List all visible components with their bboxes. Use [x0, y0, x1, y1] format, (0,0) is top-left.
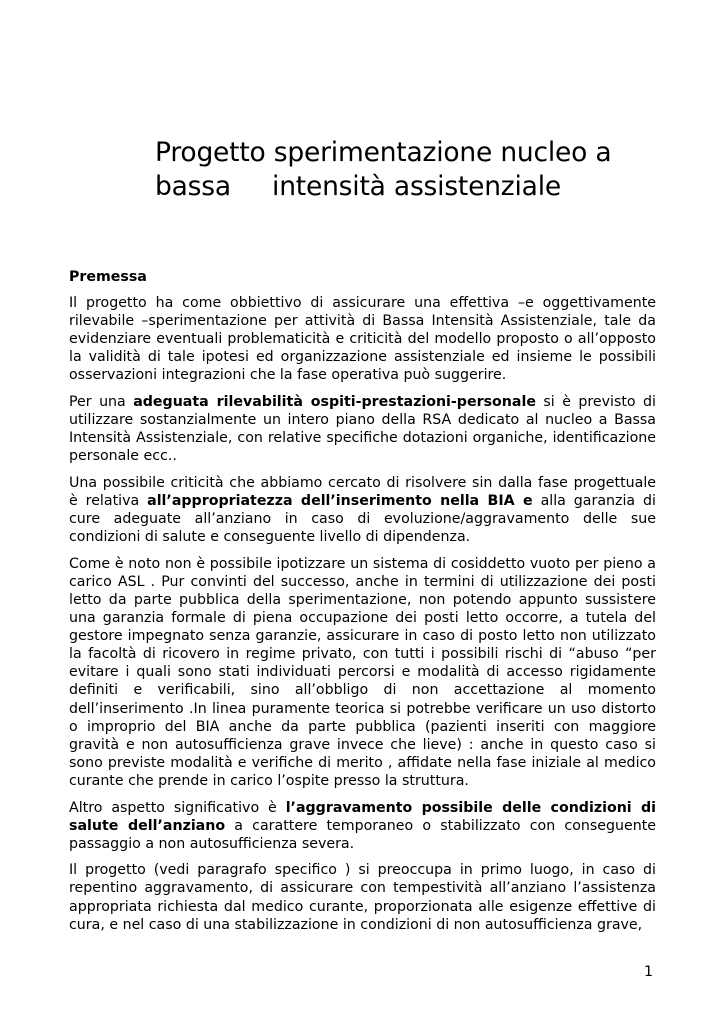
paragraph-4 [69, 555, 656, 790]
paragraph-3 [69, 474, 656, 546]
paragraph-5 [69, 799, 656, 853]
paragraph-3-text: Una possibile criticità che abbiamo cercato di risolvere sin dalla fase progettuale è relativa [69, 474, 656, 510]
title-line-2: bassa intensità assistenziale [155, 171, 561, 202]
paragraph-3-text-end: alla garanzia di cure adeguate all’anziano in caso di evoluzione/aggravamento delle sue condizioni di salute e conseguente livello di dipendenza. [69, 493, 656, 546]
paragraph-6 [69, 861, 656, 933]
title-line-1: Progetto sperimentazione nucleo a [155, 137, 612, 168]
paragraph-6-text: Il progetto (vedi paragrafo specifico ) si preoccupa in primo luogo, in caso di repentino aggravamento, di assicurare con tempestività all’anziano l’assistenza appropriata richiesta dal medico curante, proporzionata alle esigenze effettive di cura, e nel caso di una stabilizzazione in condizioni di non autosufficienza grave, [69, 862, 656, 933]
document-title [155, 136, 675, 204]
page-number: 1 [644, 964, 654, 980]
section-heading-premessa: Premessa [69, 269, 147, 285]
paragraph-2-text: Per una [69, 394, 134, 411]
paragraph-3-bold-text: all’appropriatezza dell’inserimento nella BIA e [147, 493, 533, 510]
paragraph-2-bold-text: adeguata rilevabilità ospiti-prestazioni-personale [133, 394, 536, 411]
paragraph-4-text: Come è noto non è possibile ipotizzare un sistema di cosiddetto vuoto per pieno a carico ASL . Pur convinti del successo, anche in termini di utilizzazione dei posti letto da parte pubblica della sperimentazione, non potendo appunto sussistere una garanzia formale di piena occupazione dei posti letto occorre, a tutela del gestore impegnato senza garanzie, assicurare in caso di posto letto non utilizzato la facoltà di ricovero in regime privato, con tutti i possibili rischi di “abuso “per evitare i quali sono stati individuati percorsi e modalità di accesso rigidamente definiti e verificabili, sino all’obbligo di non accettazione al momento dell’inserimento .In linea puramente teorica si potrebbe verificare un uso distorto o improprio del BIA anche da parte pubblica (pazienti inseriti con maggiore gravità e non autosufficienza grave invece che lieve) : anche in questo caso si sono previste modalità e verifiche di merito , affidate nella fase iniziale al medico curante che prende in carico l’ospite presso la struttura. [69, 555, 656, 789]
paragraph-1 [69, 294, 656, 384]
paragraph-5-text: Altro aspetto significativo è [69, 799, 286, 816]
document-body [69, 268, 656, 934]
paragraph-1-text: Il progetto ha come obbiettivo di assicurare una effettiva –e oggettivamente rilevabile –sperimentazione per attività di Bassa Intensità Assistenziale, tale da evidenziare eventuali problematicità e criticità del modello proposto o all’opposto la validità di tale ipotesi ed organizzazione assistenziale ed insieme le possibili osservazioni integrazioni che la fase operativa può suggerire. [69, 295, 656, 384]
paragraph-2-text-end: si è previsto di utilizzare sostanzialmente un intero piano della RSA dedicato al nucleo a Bassa Intensità Assistenziale, con relative specifiche dotazioni organiche, identificazione personale ecc.. [69, 394, 657, 465]
paragraph-5-text-end: a carattere temporaneo o stabilizzato con conseguente passaggio a non autosufficienza severa. [69, 817, 656, 852]
paragraph-2 [69, 393, 656, 465]
paragraph-5-bold-text: l’aggravamento possibile delle condizioni di salute dell’anziano [69, 799, 657, 834]
